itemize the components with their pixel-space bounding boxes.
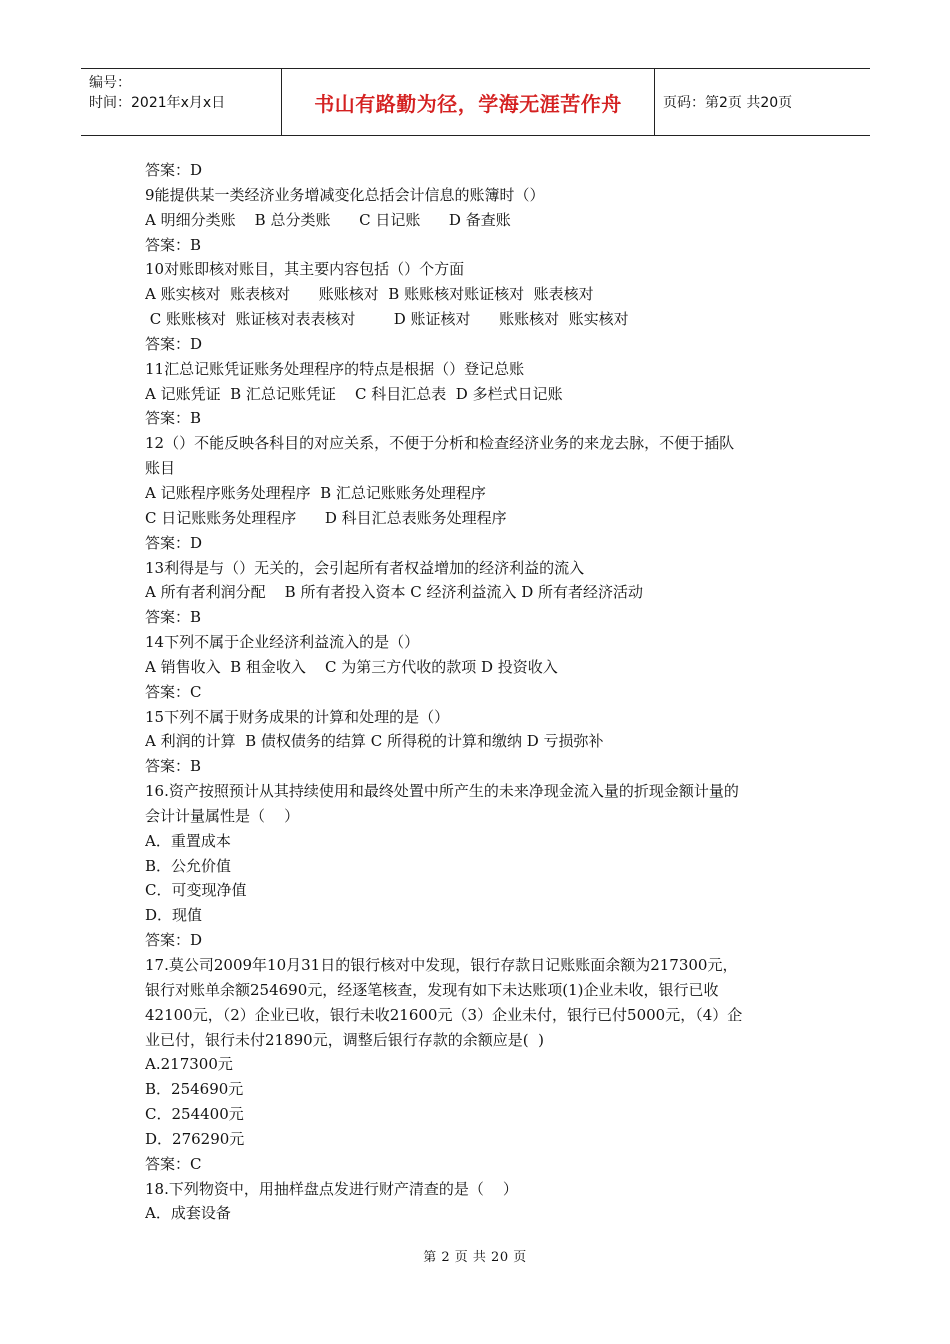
header-page-cell [655, 69, 870, 135]
text-line: C．254400元 [145, 1105, 244, 1124]
document-number-label: 编号： [89, 75, 131, 91]
page-footer: 第 2 页 共 20 页 [423, 1250, 527, 1265]
text-line: A 明细分类账 B 总分类账 C 日记账 D 备查账 [145, 210, 511, 229]
text-line: 答案：B [145, 608, 202, 627]
text-line: 答案：D [145, 533, 203, 552]
text-line: A 记账程序账务处理程序 B 汇总记账账务处理程序 [145, 483, 486, 502]
text-line: 答案：D [145, 161, 203, 179]
text-line: 答案：D [145, 334, 203, 353]
text-line: 答案：D [145, 931, 203, 950]
text-line: 9能提供某一类经济业务增减变化总括会计信息的账簿时（） [145, 185, 545, 204]
text-line: 答案：B [145, 235, 202, 254]
text-line: 银行对账单余额254690元，经逐笔核查，发现有如下未达账项(1)企业未收，银行已收 [145, 980, 719, 999]
text-line: 会计计量属性是（ ） [145, 806, 300, 825]
text-line: A．重置成本 [145, 831, 231, 850]
text-line: A 销售收入 B 租金收入 C 为第三方代收的款项 D 投资收入 [145, 657, 558, 676]
text-line: 业已付，银行未付21890元，调整后银行存款的余额应是( ) [145, 1030, 544, 1049]
header-motto: 书山有路勤为径，学海无涯苦作舟 [314, 91, 622, 116]
text-line: 15下列不属于财务成果的计算和处理的是（） [145, 707, 450, 726]
text-line: D．276290元 [145, 1129, 245, 1148]
document-date-label: 时间：2021年x月x日 [89, 95, 226, 111]
text-line: 14下列不属于企业经济利益流入的是（） [145, 633, 420, 652]
page-header [81, 68, 870, 136]
text-line: C 日记账账务处理程序 D 科目汇总表账务处理程序 [145, 508, 507, 527]
text-line: 答案：C [145, 1154, 202, 1173]
text-line: B．254690元 [145, 1080, 244, 1099]
text-line: A 记账凭证 B 汇总记账凭证 C 科目汇总表 D 多栏式日记账 [145, 384, 563, 403]
text-line: A.217300元 [145, 1055, 233, 1074]
text-line: A 利润的计算 B 债权债务的结算 C 所得税的计算和缴纳 D 亏损弥补 [145, 732, 604, 751]
text-line: A．成套设备 [145, 1204, 231, 1223]
header-left [81, 69, 281, 135]
text-line: 17.莫公司2009年10月31日的银行核对中发现，银行存款日记账账面余额为217300元， [145, 956, 738, 974]
text-line: 答案：B [145, 409, 202, 428]
text-line: 答案：B [145, 757, 202, 776]
text-line: A 账实核对 账表核对 账账核对 B 账账核对账证核对 账表核对 [145, 285, 594, 304]
text-line: A 所有者利润分配 B 所有者投入资本 C 经济利益流入 D 所有者经济活动 [145, 583, 644, 602]
text-line: D．现值 [145, 906, 203, 925]
text-line: C．可变现净值 [145, 881, 247, 900]
text-line: C 账账核对 账证核对表表核对 D 账证核对 账账核对 账实核对 [145, 310, 629, 329]
text-line: 11汇总记账凭证账务处理程序的特点是根据（）登记总账 [145, 359, 525, 378]
text-line: B．公允价值 [145, 856, 232, 875]
text-line: 13利得是与（）无关的，会引起所有者权益增加的经济利益的流入 [145, 558, 585, 577]
text-line: 42100元，（2）企业已收，银行未收21600元（3）企业未付，银行已付5000元，（4）企 [145, 1005, 743, 1024]
text-line: 10对账即核对账目，其主要内容包括（）个方面 [145, 260, 465, 279]
header-motto-cell [281, 69, 655, 135]
text-line: 答案：C [145, 682, 202, 701]
text-line: 账目 [145, 459, 176, 478]
text-line: 16.资产按照预计从其持续使用和最终处置中所产生的未来净现金流入量的折现金额计量的 [145, 782, 739, 801]
document-body [145, 158, 810, 1226]
text-line: 18.下列物资中，用抽样盘点发进行财产清查的是（ ） [145, 1179, 518, 1198]
header-page-number: 页码：第2页 共20页 [663, 95, 793, 111]
text-line: 12（）不能反映各科目的对应关系，不便于分析和检查经济业务的来龙去脉，不便于插队 [145, 434, 735, 453]
